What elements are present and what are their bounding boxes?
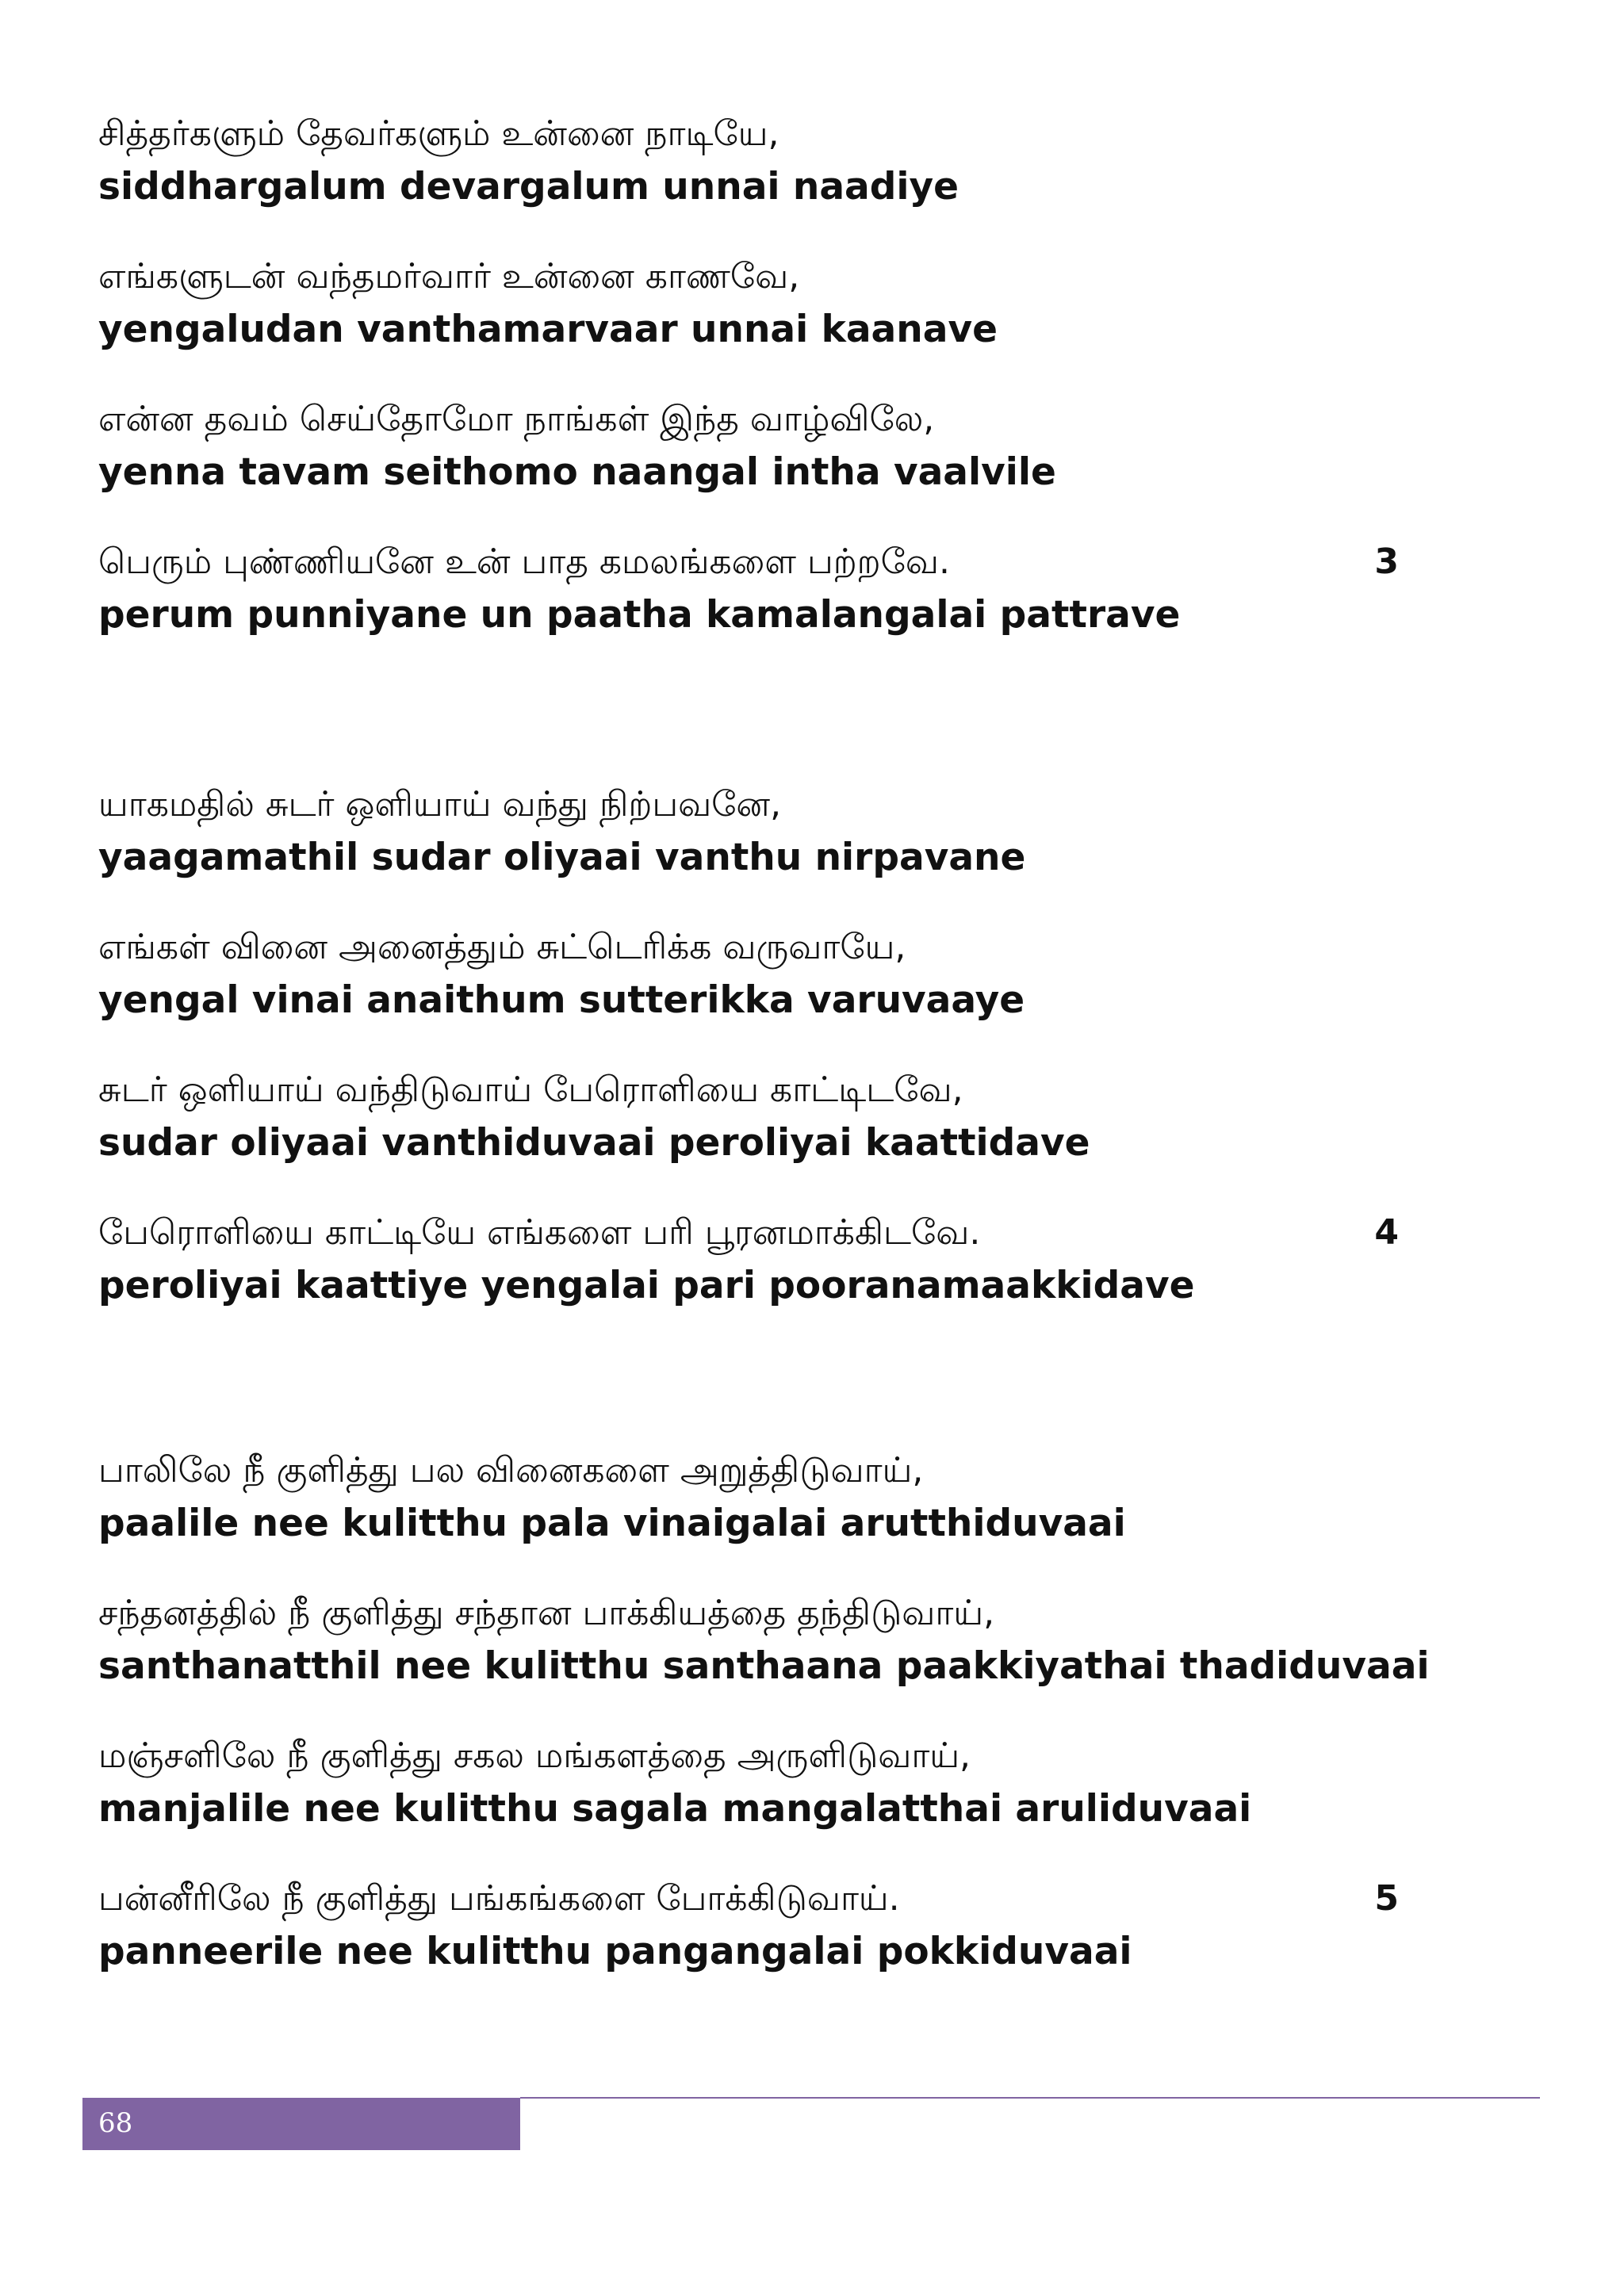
verse-number: 4: [1374, 1212, 1399, 1253]
tamil-line: சுடர் ஒளியாய் வந்திடுவாய் பேரொளியை காட்டிடவே,: [98, 1070, 963, 1110]
verse-line: [98, 921, 1399, 1027]
tamil-line: சித்தர்களும் தேவர்களும் உன்னை நாடியே,: [98, 113, 779, 154]
tamil-line: யாகமதில் சுடர் ஒளியாய் வந்து நிற்பவனே,: [98, 784, 782, 825]
verse-line: [98, 393, 1399, 499]
transliteration-line: perum punniyane un paatha kamalangalai pattrave: [98, 593, 1181, 637]
transliteration-line: paalile nee kulitthu pala vinaigalai arutthiduvaai: [98, 1502, 1126, 1545]
verse-line: [98, 1873, 1399, 1979]
verse-number: 3: [1374, 541, 1399, 582]
verse-line: [98, 1064, 1399, 1170]
transliteration-line: yengaludan vanthamarvaar unnai kaanave: [98, 308, 998, 351]
tamil-line: பேரொளியை காட்டியே எங்களை பரி பூரனமாக்கிடவே.: [98, 1212, 981, 1253]
transliteration-line: panneerile nee kulitthu pangangalai pokkiduvaai: [98, 1930, 1132, 1973]
verse-3: [98, 108, 1399, 679]
transliteration-line: peroliyai kaattiye yengalai pari pooranamaakkidave: [98, 1264, 1195, 1307]
verse-line: [98, 779, 1399, 885]
tamil-line: சந்தனத்தில் நீ குளித்து சந்தான பாக்கியத்தை தந்திடுவாய்,: [98, 1593, 995, 1633]
transliteration-line: sudar oliyaai vanthiduvaai peroliyai kaattidave: [98, 1121, 1090, 1165]
verse-line: [98, 1587, 1430, 1693]
verse-line: [98, 108, 1399, 214]
transliteration-line: yengal vinai anaithum sutterikka varuvaaye: [98, 978, 1025, 1022]
verse-4: [98, 779, 1399, 1349]
transliteration-line: santhanatthil nee kulitthu santhaana paakkiyathai thadiduvaai: [98, 1644, 1430, 1688]
footer-page-tab: [82, 2098, 520, 2150]
tamil-line: என்ன தவம் செய்தோமோ நாங்கள் இந்த வாழ்விலே,: [98, 399, 935, 439]
verse-number: 5: [1374, 1878, 1399, 1919]
verse-line: [98, 1730, 1399, 1836]
verse-line: [98, 536, 1399, 642]
transliteration-line: yenna tavam seithomo naangal intha vaalvile: [98, 450, 1056, 494]
transliteration-line: manjalile nee kulitthu sagala mangalatthai aruliduvaai: [98, 1787, 1252, 1831]
tamil-line: மஞ்சளிலே நீ குளித்து சகல மங்களத்தை அருளிடுவாய்,: [98, 1735, 971, 1776]
footer-divider: [520, 2097, 1540, 2099]
verse-5: [98, 1445, 1430, 2015]
tamil-line: எங்களுடன் வந்தமர்வார் உன்னை காணவே,: [98, 256, 800, 297]
tamil-line: பெரும் புண்ணியனே உன் பாத கமலங்களை பற்றவே.: [98, 541, 950, 582]
transliteration-line: siddhargalum devargalum unnai naadiye: [98, 165, 959, 209]
tamil-line: பன்னீரிலே நீ குளித்து பங்கங்களை போக்கிடுவாய்.: [98, 1878, 900, 1919]
tamil-line: எங்கள் வினை அனைத்தும் சுட்டெரிக்க வருவாயே,: [98, 927, 906, 967]
verse-line: [98, 1207, 1399, 1313]
verse-line: [98, 1445, 1399, 1551]
transliteration-line: yaagamathil sudar oliyaai vanthu nirpavane: [98, 836, 1026, 879]
verse-line: [98, 251, 1399, 357]
tamil-line: பாலிலே நீ குளித்து பல வினைகளை அறுத்திடுவாய்,: [98, 1450, 924, 1490]
page-number: 68: [98, 2107, 133, 2139]
